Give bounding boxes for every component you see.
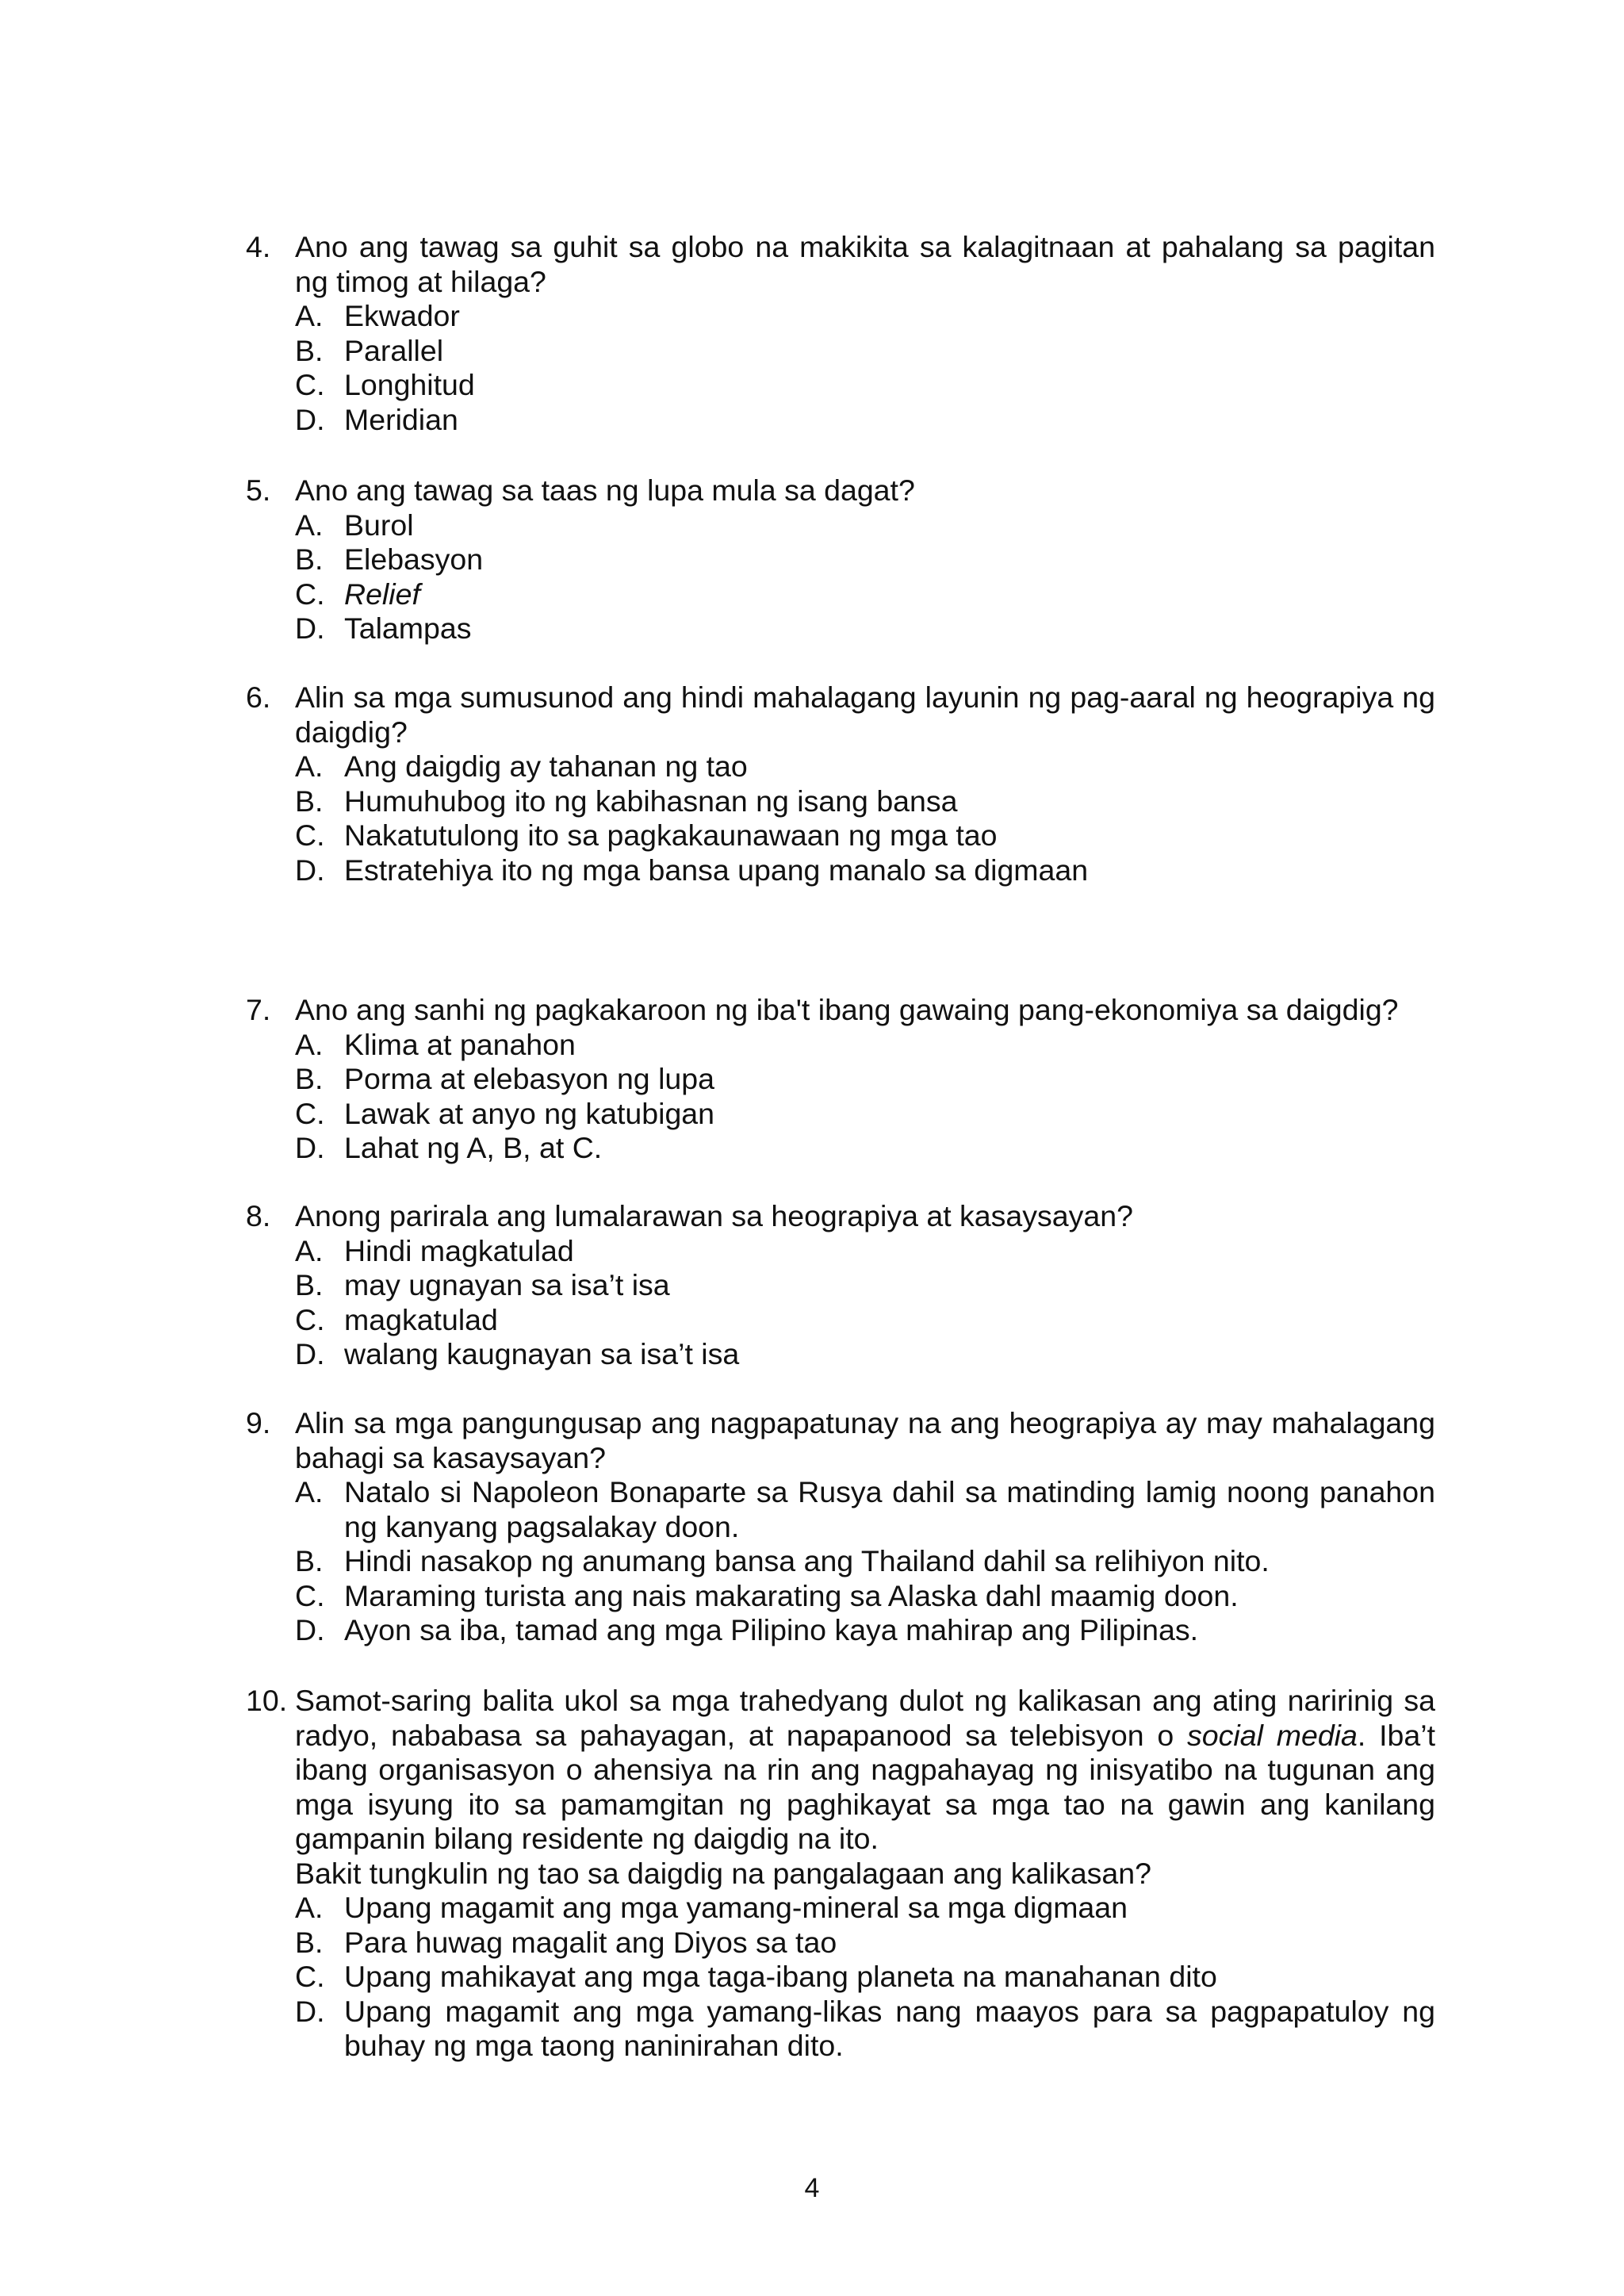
option-letter: D. [295, 1337, 325, 1370]
option-a [246, 1475, 1435, 1544]
question-6 [246, 680, 1435, 887]
option-text: Relief [344, 577, 420, 611]
option-text: Hindi magkatulad [344, 1233, 574, 1267]
answer-options [246, 1028, 1435, 1166]
question-5 [246, 473, 1435, 646]
answer-options [246, 1475, 1435, 1648]
option-text: Elebasyon [344, 542, 484, 576]
option-text: Para huwag magalit ang Diyos sa tao [344, 1925, 837, 1959]
question-text: Ano ang sanhi ng pagkakaroon ng iba't ibang gawaing pang-ekonomiya sa daigdig? [295, 993, 1399, 1026]
option-b [246, 542, 1435, 577]
option-text: Ekwador [344, 299, 460, 332]
option-d [246, 1337, 1435, 1372]
option-letter: D. [295, 611, 325, 645]
option-a [246, 749, 1435, 784]
question-text-part: . Iba’t ibang organisasyon o ahensiya na rin ang nagpahayag ng inisyatibo na tugunan ang mga isyung ito sa pamamgitan ng paghikayat sa mga tao na gawin ang kanilang gampanin bilang residente ng daigdig na ito. [295, 1718, 1435, 1855]
question-8 [246, 1199, 1435, 1372]
option-b [246, 334, 1435, 369]
option-letter: C. [295, 577, 325, 611]
option-letter: B. [295, 1925, 324, 1959]
option-b [246, 1544, 1435, 1579]
option-text: Parallel [344, 333, 444, 367]
option-d [246, 403, 1435, 438]
option-text: may ugnayan sa isa’t isa [344, 1268, 670, 1301]
option-text: Upang magamit ang mga yamang-likas nang maayos para sa pagpapatuloy ng buhay ng mga taong naninirahan dito. [344, 1994, 1435, 2062]
question-9 [246, 1406, 1435, 1648]
option-text: Hindi nasakop ng anumang bansa ang Thailand dahil sa relihiyon nito. [344, 1544, 1270, 1577]
option-letter: D. [295, 1131, 325, 1164]
option-a [246, 1891, 1435, 1926]
option-a [246, 1234, 1435, 1269]
option-a [246, 299, 1435, 334]
question-number: 5. [246, 473, 271, 507]
option-letter: A. [295, 749, 324, 783]
option-b [246, 1062, 1435, 1097]
option-text: Ang daigdig ay tahanan ng tao [344, 749, 748, 783]
option-letter: B. [295, 784, 324, 818]
option-text: Upang mahikayat ang mga taga-ibang planeta na manahanan dito [344, 1960, 1217, 1993]
question-number: 10. [246, 1684, 288, 1717]
option-d [246, 1995, 1435, 2064]
option-text: magkatulad [344, 1302, 498, 1336]
question-number: 6. [246, 680, 271, 714]
option-letter: D. [295, 853, 325, 887]
question-followup: Bakit tungkulin ng tao sa daigdig na pangalagaan ang kalikasan? [295, 1856, 1151, 1890]
option-text: Estratehiya ito ng mga bansa upang manalo sa digmaan [344, 853, 1089, 887]
answer-options [246, 749, 1435, 887]
question-text: Alin sa mga pangungusap ang nagpapatunay na ang heograpiya ay may mahalagang bahagi sa kasaysayan? [295, 1406, 1435, 1474]
option-d [246, 1131, 1435, 1166]
option-d [246, 853, 1435, 888]
page-number: 4 [804, 2173, 820, 2203]
option-c [246, 1303, 1435, 1338]
option-text: Natalo si Napoleon Bonaparte sa Rusya dahil sa matinding lamig noong panahon ng kanyang pagsalakay doon. [344, 1475, 1435, 1543]
option-letter: C. [295, 1578, 325, 1612]
option-letter: D. [295, 1994, 325, 2028]
option-c [246, 1579, 1435, 1614]
option-b [246, 1926, 1435, 1961]
option-text: Meridian [344, 402, 458, 436]
option-letter: C. [295, 1302, 325, 1336]
option-b [246, 784, 1435, 819]
option-c [246, 1097, 1435, 1132]
option-text: Longhitud [344, 368, 475, 401]
option-c [246, 577, 1435, 612]
question-number: 9. [246, 1406, 271, 1439]
option-c [246, 368, 1435, 403]
question-text-italic: social media [1187, 1718, 1358, 1752]
option-letter: A. [295, 299, 324, 332]
option-text: Humuhubog ito ng kabihasnan ng isang bansa [344, 784, 958, 818]
option-c [246, 1960, 1435, 1995]
option-text: Burol [344, 508, 414, 542]
option-text: Ayon sa iba, tamad ang mga Pilipino kaya mahirap ang Pilipinas. [344, 1613, 1199, 1646]
question-text: Ano ang tawag sa guhit sa globo na makikita sa kalagitnaan at pahalang sa pagitan ng timog at hilaga? [295, 230, 1435, 298]
option-text: Lawak at anyo ng katubigan [344, 1096, 715, 1130]
option-letter: A. [295, 1027, 324, 1061]
question-10 [246, 1684, 1435, 2064]
option-text: Upang magamit ang mga yamang-mineral sa mga digmaan [344, 1891, 1128, 1924]
answer-options [246, 299, 1435, 437]
question-number: 4. [246, 230, 271, 263]
question-7 [246, 993, 1435, 1166]
option-letter: D. [295, 1613, 325, 1646]
option-letter: B. [295, 1268, 324, 1301]
option-letter: A. [295, 508, 324, 542]
option-letter: C. [295, 1096, 325, 1130]
option-d [246, 611, 1435, 646]
option-text: Porma at elebasyon ng lupa [344, 1062, 714, 1095]
option-letter: B. [295, 542, 324, 576]
option-letter: B. [295, 333, 324, 367]
option-letter: A. [295, 1233, 324, 1267]
option-letter: D. [295, 402, 325, 436]
question-text: Alin sa mga sumusunod ang hindi mahalagang layunin ng pag-aaral ng heograpiya ng daigdig? [295, 680, 1435, 749]
answer-options [246, 1234, 1435, 1372]
question-4 [246, 230, 1435, 437]
question-text: Anong parirala ang lumalarawan sa heograpiya at kasaysayan? [295, 1199, 1133, 1232]
option-text: Talampas [344, 611, 472, 645]
option-letter: B. [295, 1544, 324, 1577]
option-b [246, 1268, 1435, 1303]
question-text: Ano ang tawag sa taas ng lupa mula sa dagat? [295, 473, 915, 507]
question-number: 7. [246, 993, 271, 1026]
option-letter: C. [295, 818, 325, 852]
option-text: Lahat ng A, B, at C. [344, 1131, 603, 1164]
answer-options [246, 508, 1435, 646]
option-a [246, 1028, 1435, 1063]
option-text: walang kaugnayan sa isa’t isa [344, 1337, 740, 1370]
option-letter: A. [295, 1891, 324, 1924]
option-c [246, 818, 1435, 853]
option-letter: C. [295, 1960, 325, 1993]
option-a [246, 508, 1435, 543]
question-text [295, 1684, 1435, 1857]
option-text: Maraming turista ang nais makarating sa Alaska dahl maamig doon. [344, 1578, 1239, 1612]
option-letter: A. [295, 1475, 324, 1508]
option-text: Klima at panahon [344, 1027, 576, 1061]
question-number: 8. [246, 1199, 271, 1232]
answer-options [246, 1891, 1435, 2064]
option-d [246, 1613, 1435, 1648]
question-text-part: Samot-saring balita ukol sa mga trahedyang dulot ng kalikasan ang ating naririnig sa radyo, nababasa sa pahayagan, at napapanood sa telebisyon o [295, 1684, 1435, 1752]
option-text: Nakatutulong ito sa pagkakaunawaan ng mga tao [344, 818, 998, 852]
option-letter: C. [295, 368, 325, 401]
option-letter: B. [295, 1062, 324, 1095]
